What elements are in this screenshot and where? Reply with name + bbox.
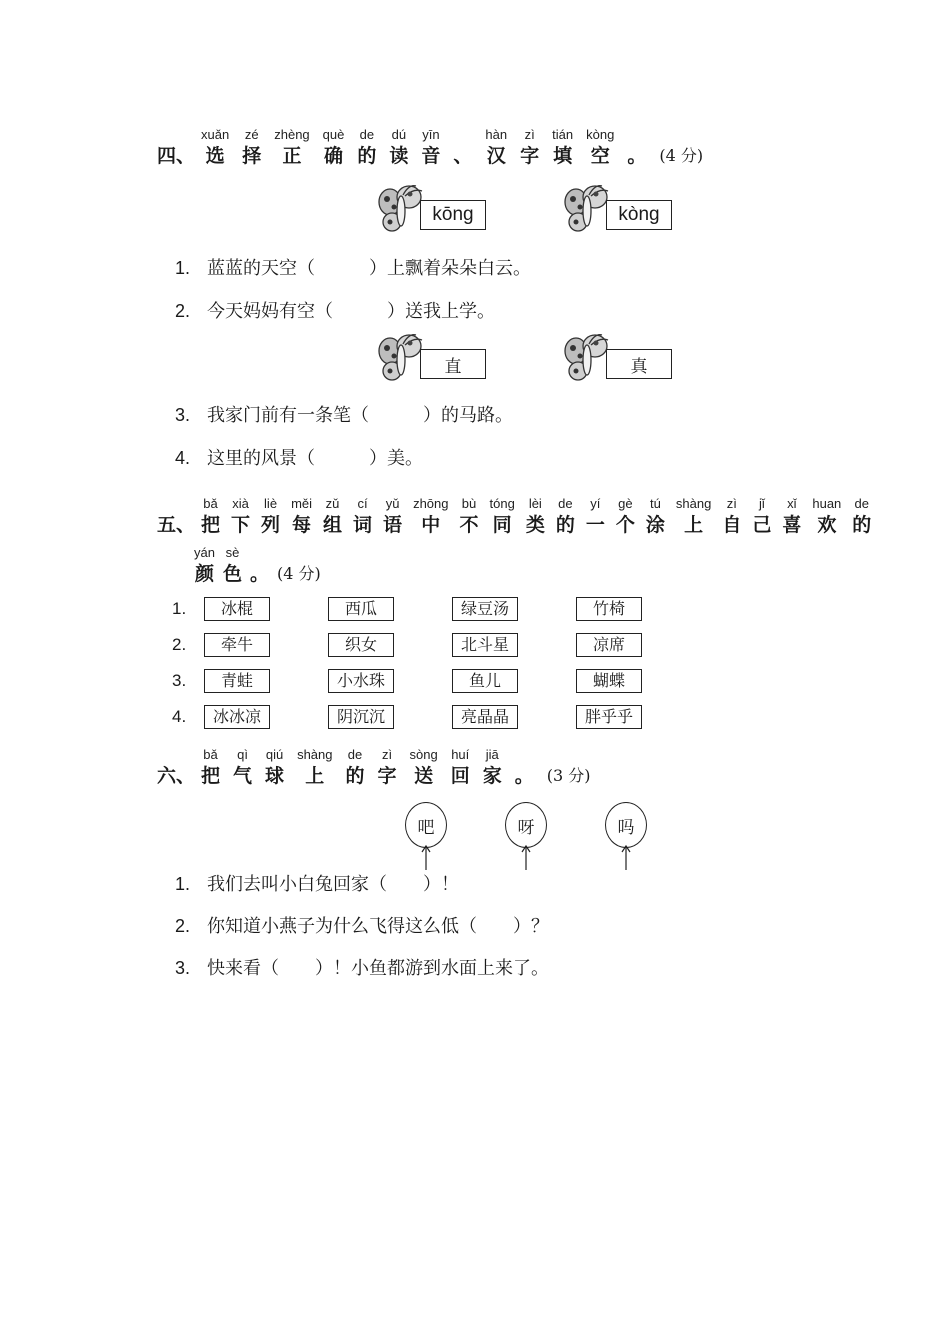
hanzi: 颜 <box>194 563 214 585</box>
pinyin: huan <box>812 496 842 511</box>
pinyin: de <box>558 496 573 511</box>
hanzi: 家 <box>482 765 502 787</box>
pinyin: yǔ <box>385 496 400 511</box>
title-char <box>201 746 220 789</box>
hanzi: 读 <box>389 145 409 167</box>
hanzi: 气 <box>233 765 253 787</box>
title-char <box>556 495 575 538</box>
pinyin: qiú <box>265 747 284 762</box>
title-char <box>389 126 408 169</box>
title-char <box>410 746 438 789</box>
section5-number: 五、 <box>157 514 196 536</box>
hanzi: 下 <box>231 514 251 536</box>
title-char <box>515 746 534 789</box>
pinyin: xuǎn <box>201 127 230 142</box>
title-char <box>323 126 345 169</box>
word-box[interactable]: 小水珠 <box>328 669 394 693</box>
pinyin: měi <box>291 496 313 511</box>
pinyin: xià <box>232 496 249 511</box>
title-char <box>752 495 771 538</box>
section4-number: 四、 <box>157 145 196 167</box>
pinyin: sè <box>225 545 240 560</box>
title-char <box>265 746 284 789</box>
hanzi: 的 <box>555 514 575 536</box>
word-box[interactable]: 阴沉沉 <box>328 705 394 729</box>
pinyin: yí <box>590 496 601 511</box>
pinyin-card-label: kòng <box>606 200 672 230</box>
title-char <box>345 746 364 789</box>
title-char <box>453 126 472 169</box>
pinyin: zì <box>381 747 393 762</box>
pinyin: hàn <box>485 127 508 142</box>
pinyin: zì <box>726 496 737 511</box>
pinyin: huí <box>451 747 470 762</box>
title-char <box>291 495 312 538</box>
pinyin: tián <box>552 127 574 142</box>
title-char <box>616 495 635 538</box>
title-char <box>353 495 372 538</box>
title-char <box>194 544 215 587</box>
pinyin: lèi <box>528 496 542 511</box>
title-char <box>852 495 871 538</box>
balloon-label: 呀 <box>505 802 547 848</box>
butterfly-icon <box>376 331 426 385</box>
hanzi: 把 <box>201 514 221 536</box>
pinyin: sòng <box>409 747 438 762</box>
hanzi: 的 <box>345 765 365 787</box>
hanzi: 、 <box>453 145 473 167</box>
question-number: 1. <box>175 874 191 894</box>
question-text: 今天妈妈有空（ ）送我上学。 <box>207 301 495 322</box>
title-char <box>552 126 573 169</box>
section5-title <box>157 495 882 538</box>
question-number: 3. <box>175 958 191 978</box>
question-text: 我们去叫小白兔回家（ ）！ <box>207 874 459 895</box>
hanzi: 欢 <box>817 514 837 536</box>
hanzi: 把 <box>201 765 221 787</box>
butterfly-icon <box>376 182 426 236</box>
hanzi: 确 <box>324 145 344 167</box>
hanzi: 的 <box>357 145 377 167</box>
title-char <box>201 495 220 538</box>
word-box[interactable]: 冰冰凉 <box>204 705 270 729</box>
pinyin: zé <box>244 127 259 142</box>
title-char <box>421 126 440 169</box>
hanzi: 空 <box>590 145 610 167</box>
hanzi: 字 <box>377 765 397 787</box>
title-char <box>297 746 332 789</box>
title-char <box>201 126 229 169</box>
question-4-1 <box>175 254 531 280</box>
butterfly-icon <box>562 331 612 385</box>
row-number: 3. <box>172 671 187 690</box>
title-char <box>223 544 242 587</box>
hanzi-card-zhen <box>562 331 672 385</box>
pinyin: dú <box>391 127 407 142</box>
balloon-ma[interactable] <box>605 802 649 874</box>
pinyin: kòng <box>586 127 615 142</box>
hanzi: 选 <box>205 145 225 167</box>
balloon-ba[interactable] <box>405 802 449 874</box>
pinyin: gè <box>618 496 633 511</box>
balloon-ya[interactable] <box>505 802 549 874</box>
pinyin: bǎ <box>203 747 218 762</box>
row-number: 1. <box>172 599 187 618</box>
title-char <box>586 495 605 538</box>
pinyin: de <box>347 747 363 762</box>
hanzi: 类 <box>525 514 545 536</box>
pinyin-card-kong1 <box>376 182 486 236</box>
title-char <box>722 495 741 538</box>
row-number: 2. <box>172 635 187 654</box>
hanzi: 语 <box>383 514 403 536</box>
title-char <box>483 746 502 789</box>
title-char <box>451 746 470 789</box>
question-number: 2. <box>175 301 191 321</box>
word-box[interactable]: 蝴蝶 <box>576 669 642 693</box>
hanzi: 字 <box>520 145 540 167</box>
hanzi: 中 <box>421 514 441 536</box>
question-text: 你知道小燕子为什么飞得这么低（ ）？ <box>207 916 549 937</box>
hanzi: 音 <box>421 145 441 167</box>
pinyin: zǔ <box>325 496 340 511</box>
pinyin: shàng <box>297 747 333 762</box>
pinyin: què <box>322 127 345 142</box>
score-label: (4 分) <box>277 564 321 583</box>
title-char <box>676 495 711 538</box>
pinyin: bù <box>461 496 477 511</box>
hanzi: 汉 <box>486 145 506 167</box>
hanzi: 个 <box>615 514 635 536</box>
pinyin: yán <box>194 545 215 560</box>
title-char <box>627 126 646 169</box>
pinyin: zì <box>524 127 535 142</box>
pinyin: liè <box>264 496 278 511</box>
question-text: 这里的风景（ ）美。 <box>207 448 423 469</box>
hanzi: 球 <box>265 765 285 787</box>
hanzi: 。 <box>514 765 534 787</box>
pinyin: shàng <box>675 496 712 511</box>
title-char <box>323 495 342 538</box>
section6-number: 六、 <box>157 765 196 787</box>
pinyin: de <box>854 496 870 511</box>
score-label: (4 分) <box>659 146 704 165</box>
hanzi: 择 <box>242 145 262 167</box>
title-char <box>383 495 402 538</box>
hanzi: 。 <box>627 145 647 167</box>
section4-title <box>157 126 703 169</box>
word-box[interactable]: 鱼儿 <box>452 669 518 693</box>
hanzi: 填 <box>553 145 573 167</box>
section5-title-line2 <box>194 544 321 587</box>
title-char <box>274 126 309 169</box>
title-char <box>586 126 614 169</box>
hanzi: 己 <box>752 514 772 536</box>
hanzi: 词 <box>353 514 373 536</box>
hanzi: 上 <box>684 514 704 536</box>
word-box[interactable]: 冰棍 <box>204 597 270 621</box>
pinyin: de <box>359 127 375 142</box>
hanzi: 列 <box>261 514 281 536</box>
score-label: (3 分) <box>546 766 591 785</box>
pinyin: jǐ <box>758 496 765 511</box>
question-number: 4. <box>175 448 191 468</box>
hanzi-card-label: 直 <box>420 349 486 379</box>
hanzi: 正 <box>282 145 302 167</box>
pinyin: zhèng <box>274 127 310 142</box>
question-text: 蓝蓝的天空（ ）上飘着朵朵白云。 <box>207 258 531 279</box>
hanzi: 同 <box>492 514 512 536</box>
hanzi: 组 <box>323 514 343 536</box>
pinyin: yīn <box>422 127 440 142</box>
pinyin: xǐ <box>787 496 797 511</box>
hanzi: 上 <box>305 765 325 787</box>
word-box[interactable]: 西瓜 <box>328 597 394 621</box>
hanzi: 。 <box>249 563 269 585</box>
question-4-3 <box>175 401 513 427</box>
word-box[interactable]: 胖乎乎 <box>576 705 642 729</box>
title-char <box>378 746 397 789</box>
question-4-2 <box>175 297 495 323</box>
title-char <box>782 495 801 538</box>
hanzi: 涂 <box>645 514 665 536</box>
title-char <box>242 126 261 169</box>
pinyin-card-label: kōng <box>420 200 486 230</box>
pinyin: qì <box>237 747 248 762</box>
hanzi: 不 <box>459 514 479 536</box>
hanzi: 一 <box>585 514 605 536</box>
pinyin: cí <box>357 496 368 511</box>
hanzi: 每 <box>292 514 312 536</box>
title-char <box>520 126 539 169</box>
hanzi: 的 <box>852 514 872 536</box>
hanzi: 回 <box>450 765 470 787</box>
word-box[interactable]: 凉席 <box>576 633 642 657</box>
hanzi-card-label: 真 <box>606 349 672 379</box>
title-char <box>261 495 280 538</box>
pinyin: tú <box>649 496 661 511</box>
question-4-4 <box>175 444 423 470</box>
word-box[interactable]: 竹椅 <box>576 597 642 621</box>
question-number: 3. <box>175 405 191 425</box>
title-char <box>413 495 448 538</box>
question-number: 2. <box>175 916 191 936</box>
section6-title <box>157 746 591 789</box>
word-box[interactable]: 绿豆汤 <box>452 597 518 621</box>
question-6-2 <box>175 912 549 938</box>
row-number: 4. <box>172 707 187 726</box>
hanzi: 色 <box>222 563 242 585</box>
title-char <box>233 746 252 789</box>
question-text: 我家门前有一条笔（ ）的马路。 <box>207 405 513 426</box>
title-char <box>485 126 507 169</box>
title-char <box>526 495 545 538</box>
title-char <box>231 495 250 538</box>
hanzi: 自 <box>722 514 742 536</box>
hanzi: 喜 <box>782 514 802 536</box>
pinyin: bǎ <box>203 496 218 511</box>
title-char <box>812 495 841 538</box>
butterfly-icon <box>562 182 612 236</box>
balloon-label: 吧 <box>405 802 447 848</box>
balloon-label: 吗 <box>605 802 647 848</box>
title-char <box>357 126 376 169</box>
question-6-1 <box>175 870 459 896</box>
pinyin: jiā <box>485 747 499 762</box>
pinyin-card-kong4 <box>562 182 672 236</box>
hanzi-card-zhi <box>376 331 486 385</box>
hanzi: 送 <box>414 765 434 787</box>
question-number: 1. <box>175 258 191 278</box>
question-6-3 <box>175 954 549 980</box>
word-box[interactable]: 北斗星 <box>452 633 518 657</box>
word-box[interactable]: 亮晶晶 <box>452 705 518 729</box>
word-box[interactable]: 青蛙 <box>204 669 270 693</box>
pinyin: tóng <box>489 496 515 511</box>
pinyin: zhōng <box>413 496 449 511</box>
title-char <box>646 495 665 538</box>
word-box[interactable]: 牵牛 <box>204 633 270 657</box>
title-char <box>459 495 478 538</box>
word-box[interactable]: 织女 <box>328 633 394 657</box>
title-char <box>490 495 515 538</box>
question-text: 快来看（ ）！小鱼都游到水面上来了。 <box>207 958 549 979</box>
title-char <box>250 544 269 587</box>
